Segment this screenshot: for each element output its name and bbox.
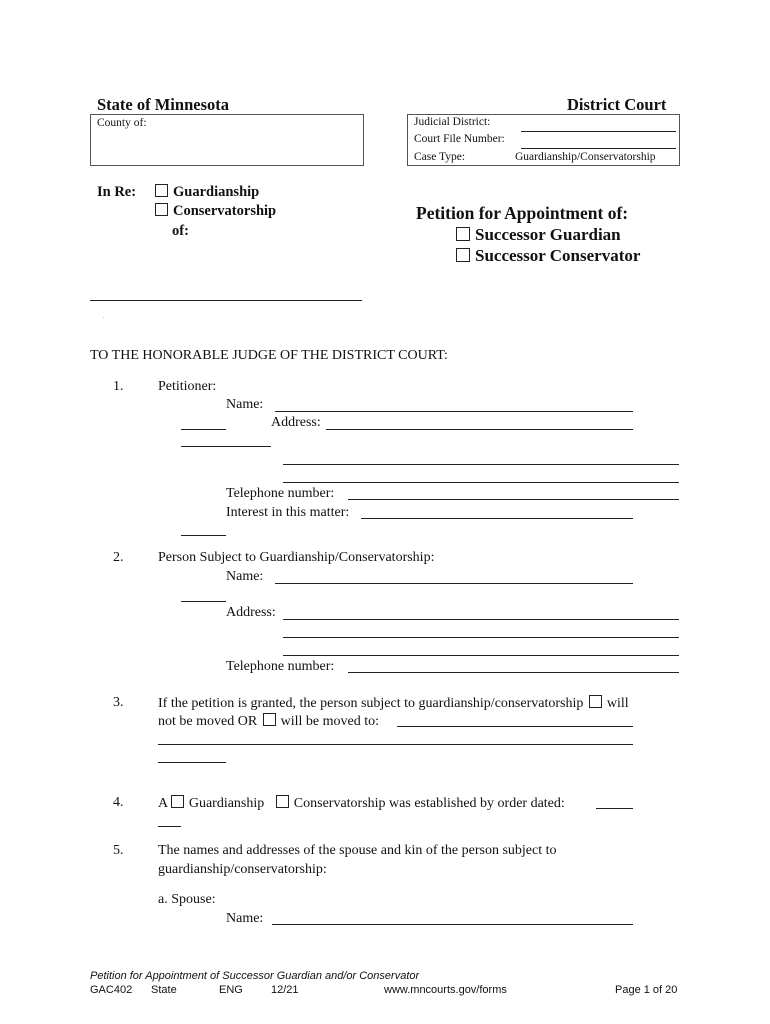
- footer-jurisdiction: State: [151, 984, 177, 996]
- footer-language: ENG: [219, 984, 243, 996]
- judicial-district-field[interactable]: [521, 131, 676, 132]
- subject-telephone-field[interactable]: [348, 672, 679, 673]
- successor-conservator-option[interactable]: [456, 246, 640, 266]
- successor-guardian-label: Successor Guardian: [475, 225, 621, 244]
- spouse-name-field[interactable]: [272, 924, 633, 925]
- petitioner-name-label: Name:: [226, 397, 264, 412]
- item3-number: 3.: [113, 695, 124, 710]
- county-label: County of:: [97, 117, 147, 129]
- subject-address-line3[interactable]: [283, 655, 679, 656]
- item3-text-b: will: [606, 696, 629, 711]
- in-re-of-label: of:: [172, 223, 189, 239]
- state-title: State of Minnesota: [97, 95, 229, 114]
- spouse-name-label: Name:: [226, 911, 264, 926]
- petitioner-interest-field-cont[interactable]: [181, 535, 226, 536]
- in-re-guardianship-label: Guardianship: [173, 184, 260, 200]
- petitioner-interest-label: Interest in this matter:: [226, 505, 350, 520]
- footer-date: 12/21: [271, 984, 299, 996]
- not-moved-checkbox[interactable]: [589, 695, 602, 708]
- item5-line2: guardianship/conservatorship:: [158, 862, 327, 877]
- moved-to-field[interactable]: [397, 726, 633, 727]
- subject-name-field-cont[interactable]: [181, 601, 226, 602]
- subject-address-line2[interactable]: [283, 637, 679, 638]
- judicial-district-label: Judicial District:: [414, 116, 491, 128]
- will-be-moved-checkbox[interactable]: [263, 713, 276, 726]
- item3-line2: [158, 713, 379, 730]
- in-re-label: In Re:: [97, 184, 137, 200]
- in-re-name-field[interactable]: [90, 300, 362, 301]
- petitioner-telephone-field[interactable]: [348, 499, 679, 500]
- in-re-conservatorship[interactable]: [155, 203, 276, 220]
- moved-to-field-line3[interactable]: [158, 762, 226, 763]
- item4-number: 4.: [113, 795, 124, 810]
- item3-text-d: will be moved to:: [280, 714, 380, 729]
- guardianship-established-checkbox[interactable]: [171, 795, 184, 808]
- subject-address-label: Address:: [226, 605, 276, 620]
- item4-option1-label: Guardianship: [188, 796, 265, 811]
- dot-mark: .: [103, 314, 105, 320]
- item4-text-a: A: [158, 796, 168, 811]
- item1-number: 1.: [113, 379, 124, 394]
- checkbox-icon[interactable]: [155, 203, 168, 216]
- salutation: TO THE HONORABLE JUDGE OF THE DISTRICT COURT:: [90, 348, 448, 363]
- court-title: District Court: [567, 95, 667, 114]
- item3-text-c: not be moved OR: [158, 714, 258, 729]
- petitioner-address-line2[interactable]: [283, 464, 679, 465]
- petitioner-telephone-label: Telephone number:: [226, 486, 335, 501]
- item5-number: 5.: [113, 843, 124, 858]
- spouse-label: a. Spouse:: [158, 892, 216, 907]
- checkbox-icon[interactable]: [155, 184, 168, 197]
- court-file-number-label: Court File Number:: [414, 133, 505, 145]
- item1-label: Petitioner:: [158, 379, 217, 394]
- petitioner-interest-field[interactable]: [361, 518, 633, 519]
- item2-number: 2.: [113, 550, 124, 565]
- item3-line1: [158, 695, 629, 712]
- successor-conservator-label: Successor Conservator: [475, 246, 641, 265]
- county-box[interactable]: [90, 114, 364, 166]
- successor-guardian-option[interactable]: [456, 225, 621, 245]
- footer-form-code: GAC402: [90, 984, 133, 996]
- order-date-field[interactable]: [596, 808, 633, 809]
- footer-website-link[interactable]: www.mncourts.gov/forms: [384, 984, 507, 996]
- subject-name-label: Name:: [226, 569, 264, 584]
- item2-label: Person Subject to Guardianship/Conservatorship:: [158, 550, 435, 565]
- petitioner-address-field-cont[interactable]: [181, 446, 271, 447]
- court-file-number-field[interactable]: [521, 148, 676, 149]
- petitioner-address-field[interactable]: [326, 429, 633, 430]
- conservatorship-established-checkbox[interactable]: [276, 795, 289, 808]
- footer-page-number: Page 1 of 20: [615, 984, 678, 996]
- item5-line1: The names and addresses of the spouse and kin of the person subject to: [158, 843, 557, 858]
- petitioner-address-line3[interactable]: [283, 482, 679, 483]
- subject-name-field[interactable]: [275, 583, 633, 584]
- case-info-box: [407, 114, 680, 166]
- subject-telephone-label: Telephone number:: [226, 659, 335, 674]
- footer-form-title: Petition for Appointment of Successor Guardian and/or Conservator: [90, 970, 420, 982]
- case-type-value: Guardianship/Conservatorship: [515, 151, 656, 163]
- item3-text-a: If the petition is granted, the person subject to guardianship/conservatorship: [158, 696, 584, 711]
- in-re-conservatorship-label: Conservatorship: [173, 203, 277, 219]
- case-type-label: Case Type:: [414, 151, 466, 163]
- order-date-field-cont[interactable]: [158, 826, 181, 827]
- item4-line: [158, 795, 565, 812]
- checkbox-icon[interactable]: [456, 248, 470, 262]
- checkbox-icon[interactable]: [456, 227, 470, 241]
- petitioner-address-label: Address:: [271, 415, 321, 430]
- petitioner-name-field-cont[interactable]: [181, 429, 226, 430]
- moved-to-field-line2[interactable]: [158, 744, 633, 745]
- in-re-guardianship[interactable]: [155, 184, 259, 201]
- petitioner-name-field[interactable]: [275, 411, 633, 412]
- subject-address-field[interactable]: [283, 619, 679, 620]
- petition-title: Petition for Appointment of:: [416, 203, 629, 223]
- item4-option2-label: Conservatorship was established by order dated:: [293, 796, 565, 811]
